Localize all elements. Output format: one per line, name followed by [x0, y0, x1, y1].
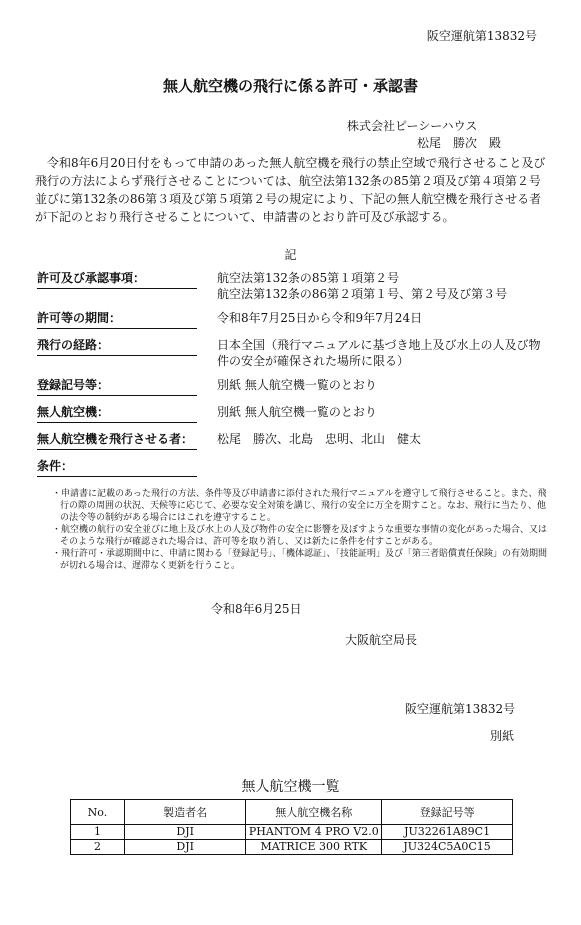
item-value-line: 航空法第132条の86第２項第１号、第２号及び第３号: [217, 287, 508, 301]
condition-item: ・申請書に記載のあった飛行の方法、条件等及び申請書に添付された飛行マニュアルを遵守して飛行させること。また、飛行の際の周囲の状況、天候等に応じて、必要な安全対策を講じ、飛行の安全に万全を期すこと。なお、飛行に当たり、他の法令等の制約がある場合にはこれを遵守すること。: [52, 489, 547, 523]
item-value-line: 別紙 無人航空機一覧のとおり: [217, 378, 377, 392]
item-label: [37, 404, 197, 423]
table-cell: JU324C5A0C15: [382, 840, 513, 855]
item-label: [37, 310, 197, 329]
condition-item: ・飛行許可・承認期間中に、申請に関わる「登録記号」、「機体認証」、「技能証明」及び「第三者賠償責任保険」の有効期間が切れる場合は、遅滞なく更新を行うこと。: [52, 549, 548, 571]
issue-date: 令和8年6月25日: [211, 602, 302, 616]
item-pilots: [37, 431, 552, 450]
item-label: [37, 337, 197, 356]
item-value: [217, 377, 552, 396]
issuer: 大阪航空局長: [345, 633, 418, 647]
item-label-text: 飛行の経路：: [37, 338, 110, 352]
permission-items: [37, 270, 552, 485]
document-title: 無人航空機の飛行に係る許可・承認書: [162, 77, 418, 95]
item-conditions: [37, 458, 552, 477]
attachment-document-number: 阪空運航第13832号: [405, 702, 516, 716]
item-value-line: 航空法第132条の85第１項第２号: [217, 271, 400, 285]
table-cell: DJI: [124, 825, 246, 840]
item-label-text: 許可及び承認事項：: [37, 271, 146, 285]
item-label: [37, 270, 197, 289]
item-value-line: 松尾 勝次、北島 忠明、北山 健太: [217, 432, 422, 446]
table-cell: JU32261A89C1: [382, 825, 513, 840]
table-cell: PHANTOM 4 PRO V2.0: [246, 825, 382, 840]
table-cell: 1: [71, 825, 125, 840]
document-number: 阪空運航第13832号: [426, 29, 537, 43]
table-cell: 2: [71, 840, 125, 855]
item-value: [217, 337, 552, 369]
column-header: No.: [71, 800, 125, 825]
item-label-text: 登録記号等：: [37, 378, 110, 392]
column-header: 無人航空機名称: [246, 800, 382, 825]
item-label: [37, 458, 197, 477]
item-label: [37, 431, 197, 450]
table-row: [71, 825, 513, 840]
item-label: [37, 377, 197, 396]
item-registration: [37, 377, 552, 396]
item-value-line: 件の安全が確保された場所に限る）: [217, 354, 410, 368]
table-cell: MATRICE 300 RTK: [246, 840, 382, 855]
column-header: 登録記号等: [382, 800, 513, 825]
item-value: [217, 270, 552, 302]
item-route: [37, 337, 552, 369]
item-label-text: 条件：: [37, 459, 74, 473]
recipient-name: 松尾 勝次 殿: [417, 136, 502, 150]
table-header-row: [71, 800, 513, 825]
item-label-text: 無人航空機を飛行させる者：: [37, 432, 194, 446]
ki-heading: 記: [284, 248, 297, 262]
conditions-list: [52, 488, 552, 572]
item-aircraft: [37, 404, 552, 423]
item-label-text: 許可等の期間：: [37, 311, 122, 325]
table-row: [71, 840, 513, 855]
item-value-line: 日本全国（飛行マニュアルに基づき地上及び水上の人及び物: [217, 338, 541, 352]
item-period: [37, 310, 552, 329]
attachment-label: 別紙: [490, 729, 515, 743]
recipient-company: 株式会社ピーシーハウス: [347, 119, 478, 133]
item-label-text: 無人航空機：: [37, 405, 110, 419]
table-cell: DJI: [124, 840, 246, 855]
table-title: 無人航空機一覧: [241, 779, 340, 795]
item-value: [217, 404, 552, 423]
item-value-line: 別紙 無人航空機一覧のとおり: [217, 405, 377, 419]
item-value: [217, 431, 552, 450]
column-header: 製造者名: [124, 800, 246, 825]
item-scope: [37, 270, 552, 302]
aircraft-table: [70, 799, 513, 855]
item-value: [217, 310, 552, 329]
body-paragraph: 令和8年6月20日付をもって申請のあった無人航空機を飛行の禁止空域で飛行させること及び飛行の方法によらず飛行させることについては、航空法第132条の85第２項及び第４項第２号並びに第132条の86第３項及び第５項第２号の規定により、下記の無人航空機を飛行させる者が下記のとおり飛行させることについて、申請書のとおり許可及び承認する。: [35, 156, 546, 224]
condition-item: ・航空機の航行の安全並びに地上及び水上の人及び物件の安全に影響を及ぼすような重要な事情の変化があった場合、又はそのような飛行が確認された場合は、許可等を取り消し、又は新たに条件を付すことがある。: [52, 525, 547, 547]
item-value-line: 令和8年7月25日から令和9年7月24日: [217, 311, 423, 325]
